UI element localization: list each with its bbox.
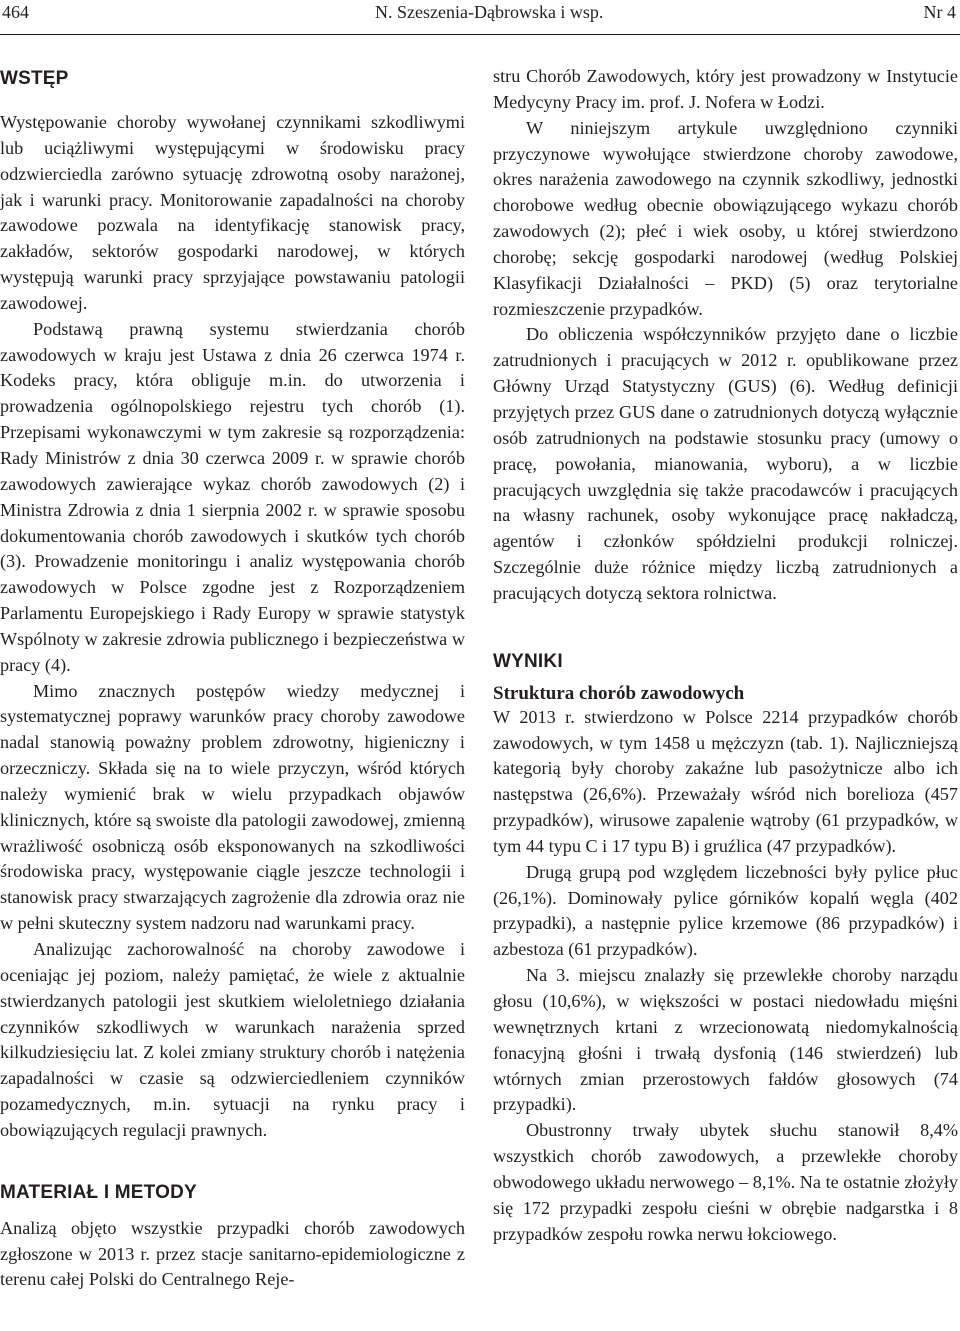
issue-number: Nr 4 xyxy=(923,2,956,22)
methods-paragraph-3: Do obliczenia współczynników przyjęto dane o liczbie zatrudnionych i pracujących w 2012 r. opublikowane przez Główny Urząd Statystyczny (GUS) (6). Według definicji przyjętych przez GUS dane o zatrudnionych dotyczą wyłącznie osób zatrudnionych na podstawie stosunku pracy (umowy o pracę, powołania, mianowania, wyboru), a w liczbie pracujących uwzględnia się także pracodawców i pracujących na własny rachunek, osoby wykonujące pracę nakładczą, agentów i członków spółdzielni produkcji rolniczej. Szczególnie duże różnice między liczbą zatrudnionych a pracujących dotyczą sektora rolnictwa. xyxy=(493,324,958,603)
header-rule xyxy=(0,34,960,35)
left-column xyxy=(0,58,465,1293)
results-paragraph-1: W 2013 r. stwierdzono w Polsce 2214 przypadków chorób zawodowych, w tym 1458 u mężczyzn (tab. 1). Najliczniejszą kategorią były choroby zakaźne lub pasożytnicze albo ich następstwa (26,6%). Przeważały wśród nich borelioza (457 przypadków), wirusowe zapalenie wątroby (61 przypadków, w tym 44 typu C i 17 typu B) i gruźlica (47 przypadków). xyxy=(493,706,958,856)
results-paragraph-3: Na 3. miejscu znalazły się przewlekłe choroby narządu głosu (10,6%), w większości w postaci niedowładu mięśni wewnętrznych krtani z wrzecionowatą niedomykalnością fonacyjną głośni i trwałą dysfonią (146 stwierdzeń) lub wtórnych zmian przerostowych fałdów głosowych (74 przypadki). xyxy=(493,965,958,1115)
intro-paragraph-4: Analizując zachorowalność na choroby zawodowe i oceniając jej poziom, należy pamiętać, że wiele z aktualnie stwierdzanych patologii jest skutkiem wieloletniego działania czynników szkodliwych w warunkach narażenia sprzed kilkudziesięciu lat. Z kolei zmiany struktury chorób i natężenia zapadalności w czasie są odzwierciedleniem czynników pozamedycznych, m.in. sytuacji na rynku pracy i obowiązujących regulacji prawnych. xyxy=(0,939,465,1140)
page-number: 464 xyxy=(2,2,29,22)
methods-paragraph-1-continued: stru Chorób Zawodowych, który jest prowadzony w Instytucie Medycyny Pracy im. prof. J. Nofera w Łodzi. xyxy=(493,66,958,112)
subsection-heading-structure: Struktura chorób zawodowych xyxy=(493,682,745,704)
results-paragraph-2: Drugą grupą pod względem liczebności były pylice płuc (26,1%). Dominowały pylice górników kopalń węgla (402 przypadki), a następnie pylice krzemowe (86 przypadków) i azbestoza (61 przypadków). xyxy=(493,861,958,960)
methods-paragraph-1-start: Analizą objęto wszystkie przypadki chorób zawodowych zgłoszone w 2013 r. przez stacje sanitarno-epidemiologiczne z terenu całej Polski do Centralnego Reje- xyxy=(0,1217,465,1290)
right-column xyxy=(493,64,958,1247)
intro-paragraph-3: Mimo znacznych postępów wiedzy medycznej i systematycznej poprawy warunków pracy choroby zawodowe nadal stanowią poważny problem zdrowotny, higieniczny i orzeczniczy. Składa się na to wiele przyczyn, wśród których należy wymienić brak w wielu przypadkach objawów klinicznych, które są swoiste dla patologii zawodowej, zmienną wrażliwość osobniczą osób eksponowanych na szkodliwości środowiska pracy, występowanie ciągle jeszcze technologii i stanowisk pracy stwarzających zagrożenie dla zdrowia oraz nie w pełni skuteczny system nadzoru nad warunkami pracy. xyxy=(0,680,465,934)
methods-paragraph-2: W niniejszym artykule uwzględniono czynniki przyczynowe wywołujące stwierdzone choroby zawodowe, okres narażenia zawodowego na czynnik szkodliwy, jednostki chorobowe według obecnie obowiązującego wykazu chorób zawodowych (2); płeć i wiek osoby, u której stwierdzono chorobę; sekcję gospodarki narodowej (według Polskiej Klasyfikacji Działalności – PKD) (5) oraz terytorialne rozmieszczenie przypadków. xyxy=(493,117,958,319)
section-heading-intro: WSTĘP xyxy=(0,68,69,89)
running-authors: N. Szeszenia-Dąbrowska i wsp. xyxy=(375,2,604,22)
results-paragraph-4: Obustronny trwały ubytek słuchu stanowił 8,4% wszystkich chorób zawodowych, a przewlekłe choroby obwodowego układu nerwowego – 8,1%. Na te ostatnie złożyły się 172 przypadki zespołu cieśni w obrębie nadgarstka i 8 przypadków zespołu rowka nerwu łokciowego. xyxy=(493,1120,958,1244)
running-header xyxy=(0,0,960,38)
section-heading-methods: MATERIAŁ I METODY xyxy=(0,1181,197,1203)
section-heading-results: WYNIKI xyxy=(493,650,563,672)
intro-paragraph-2: Podstawą prawną systemu stwierdzania chorób zawodowych w kraju jest Ustawa z dnia 26 czerwca 1974 r. Kodeks pracy, która obliguje m.in. do utworzenia i prowadzenia ogólnopolskiego rejestru tych chorób (1). Przepisami wykonawczymi w tym zakresie są rozporządzenia: Rady Ministrów z dnia 30 czerwca 2009 r. w sprawie chorób zawodowych zawierające wykaz chorób zawodowych (2) i Ministra Zdrowia z dnia 1 sierpnia 2002 r. w sprawie sposobu dokumentowania chorób zawodowych i skutków tych chorób (3). Prowadzenie monitoringu i analiz występowania chorób zawodowych w Polsce zgodne jest z Rozporządzeniem Parlamentu Europejskiego i Rady Europy w sprawie statystyk Wspólnoty w zakresie zdrowia publicznego i bezpieczeństwa w pracy (4). xyxy=(0,318,465,675)
intro-paragraph-1: Występowanie choroby wywołanej czynnikami szkodliwymi lub uciążliwymi występującymi w środowisku pracy odzwierciedla zarówno sytuację zdrowotną osoby narażonej, jak i warunki pracy. Monitorowanie zapadalności na choroby zawodowe pozwala na identyfikację stanowisk pracy, zakładów, sektorów gospodarki narodowej, w których występują warunki pracy sprzyjające powstawaniu patologii zawodowej. xyxy=(0,112,465,313)
